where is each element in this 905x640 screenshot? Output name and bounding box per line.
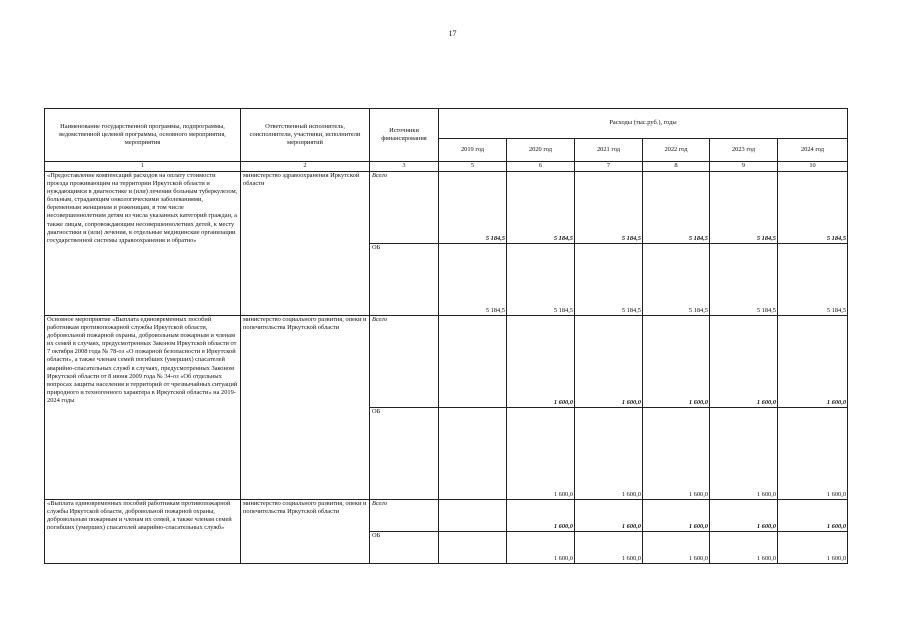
expense-value: 5 184,5 (507, 244, 575, 316)
program-name: «Предоставление компенсаций расходов на оплату стоимости проезда проживающим на территории Иркутской области и нуждающимся в диагностике и (или) лечении больным туберкулезом, больным, страдающим онкологическими заболеваниями, беременным женщинам и роженицам, в том числе несовершеннолетним детям из числа указанных категорий граждан, а также лицам, сопровождающим несовершеннолетних детей, к месту диагностики и (или) лечения, в отдельные медицинские организации государственной системы здравоохранения и обратно» (45, 172, 241, 316)
expense-value: 5 184,5 (439, 172, 507, 244)
funding-source-total: Всего (370, 172, 439, 244)
expense-value: 1 600,0 (575, 408, 643, 500)
expense-value: 5 184,5 (439, 244, 507, 316)
header-year: 2020 год (507, 139, 575, 162)
header-year: 2024 год (778, 139, 848, 162)
header-responsible: Ответственный исполнитель, соисполнители, участники, исполнители мероприятий (241, 109, 370, 162)
column-number: 5 (439, 162, 507, 172)
column-number: 2 (241, 162, 370, 172)
expense-value: 5 184,5 (778, 172, 848, 244)
expense-value: 1 600,0 (778, 408, 848, 500)
expense-value: 1 600,0 (643, 408, 710, 500)
expense-value: 5 184,5 (710, 172, 778, 244)
expense-value (439, 408, 507, 500)
expense-value: 1 600,0 (507, 408, 575, 500)
header-sources: Источники финансирования (370, 109, 439, 162)
header-year: 2022 год (643, 139, 710, 162)
funding-source-ob: ОБ (370, 532, 439, 564)
expense-value: 1 600,0 (507, 316, 575, 408)
table-row (45, 172, 848, 244)
expense-value: 5 184,5 (643, 244, 710, 316)
responsible-executor: министерство социального развития, опеки и попечительства Иркутской области (241, 316, 370, 500)
expense-value: 1 600,0 (575, 532, 643, 564)
column-number-row (45, 162, 848, 172)
expense-value: 1 600,0 (778, 532, 848, 564)
column-number: 6 (507, 162, 575, 172)
column-number: 10 (778, 162, 848, 172)
expense-value: 1 600,0 (643, 316, 710, 408)
expense-value: 1 600,0 (710, 316, 778, 408)
expense-value: 1 600,0 (710, 408, 778, 500)
expense-value: 5 184,5 (575, 244, 643, 316)
column-number: 7 (575, 162, 643, 172)
header-year: 2021 год (575, 139, 643, 162)
responsible-executor: министерство социального развития, опеки и попечительства Иркутской области (241, 500, 370, 564)
expense-value: 1 600,0 (575, 500, 643, 532)
expense-value: 5 184,5 (778, 244, 848, 316)
expense-value: 5 184,5 (643, 172, 710, 244)
expense-value (439, 500, 507, 532)
expense-value (439, 316, 507, 408)
expense-value: 1 600,0 (778, 316, 848, 408)
expense-value: 1 600,0 (575, 316, 643, 408)
expense-value: 1 600,0 (778, 500, 848, 532)
header-year: 2023 год (710, 139, 778, 162)
funding-source-ob: ОБ (370, 408, 439, 500)
funding-source-total: Всего (370, 316, 439, 408)
table-row (45, 500, 848, 532)
expense-value: 1 600,0 (643, 532, 710, 564)
expense-value: 1 600,0 (710, 500, 778, 532)
funding-source-ob: ОБ (370, 244, 439, 316)
expense-value: 5 184,5 (507, 172, 575, 244)
header-expenses: Расходы (тыс.руб.), годы (439, 109, 848, 139)
expense-value: 5 184,5 (575, 172, 643, 244)
expense-value: 1 600,0 (643, 500, 710, 532)
header-year: 2019 год (439, 139, 507, 162)
expense-value: 1 600,0 (507, 532, 575, 564)
expense-value: 1 600,0 (507, 500, 575, 532)
expense-value (439, 532, 507, 564)
header-name: Наименование государственной программы, подпрограммы, ведомственной целевой программы, основного мероприятия, мероприятия (45, 109, 241, 162)
column-number: 1 (45, 162, 241, 172)
page-number: 17 (448, 29, 457, 38)
program-name: Основное мероприятие «Выплата единовременных пособий работникам противопожарной службы Иркутской области, добровольной пожарной охраны, добровольным пожарным и членам их семей в случаях, предусмотренных Законом Иркутской области от 7 октября 2008 года № 78-оз «О пожарной безопасности в Иркутской области», а также членам семей погибших (умерших) спасателей аварийно-спасательных служб в случаях, предусмотренных Законом Иркутской области от 8 июня 2009 года № 34-оз «Об отдельных вопросах защиты населения и территорий от чрезвычайных ситуаций природного и техногенного характера в Иркутской области» на 2019-2024 годы (45, 316, 241, 500)
column-number: 9 (710, 162, 778, 172)
table-row (45, 316, 848, 408)
expenses-table (44, 108, 848, 564)
funding-source-total: Всего (370, 500, 439, 532)
expense-value: 5 184,5 (710, 244, 778, 316)
expense-value: 1 600,0 (710, 532, 778, 564)
column-number: 3 (370, 162, 439, 172)
responsible-executor: министерство здравоохранения Иркутской области (241, 172, 370, 316)
column-number: 8 (643, 162, 710, 172)
program-name: «Выплата единовременных пособий работникам противопожарной службы Иркутской области, добровольной пожарной охраны, добровольным пожарным и членам их семей, а также членам семей погибших (умерших) спасателей аварийно-спасательных служб» (45, 500, 241, 564)
